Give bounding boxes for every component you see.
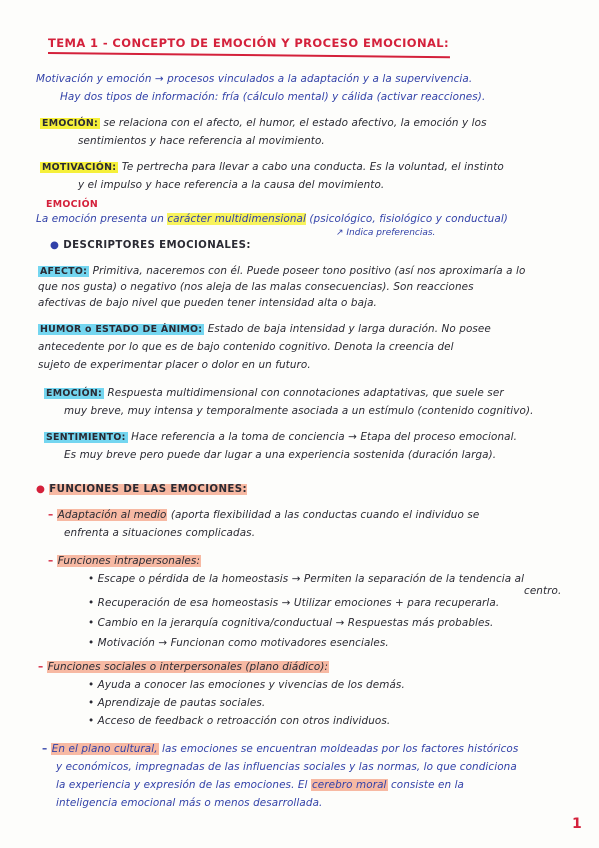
emocion-desc-line-2: muy breve, muy intensa y temporalmente asociada a un estímulo (contenido cognitivo). <box>64 405 534 417</box>
intrapersonales-item-2 <box>88 596 499 610</box>
adaptacion-text-1: (aporta flexibilidad a las conductas cuando el individuo se <box>167 509 480 521</box>
sociales-label: Funciones sociales o interpersonales (plano diádico): <box>47 661 329 673</box>
intrapersonales-heading <box>48 554 201 568</box>
sociales-heading <box>38 660 329 674</box>
afecto-label: AFECTO: <box>40 266 88 277</box>
sentimiento-label: SENTIMIENTO: <box>46 432 126 443</box>
sociales-item-2 <box>88 696 265 710</box>
emocion-text-1: se relaciona con el afecto, el humor, el estado afectivo, la emoción y los <box>103 117 487 129</box>
bullet-dot-icon: • <box>88 715 98 727</box>
preferences-note: ↗ Indica preferencias. <box>336 228 436 238</box>
cultural-line-4: inteligencia emocional más o menos desarrollada. <box>56 797 323 809</box>
motivacion-label: MOTIVACIÓN: <box>42 162 117 173</box>
cultural-text-3b: consiste en la <box>387 779 465 791</box>
emocion-desc-line-1 <box>44 386 504 401</box>
humor-label: HUMOR o ESTADO DE ÁNIMO: <box>40 324 203 335</box>
funciones-heading <box>36 484 247 495</box>
cerebro-moral-highlight: cerebro moral <box>311 779 387 791</box>
page-number: 1 <box>572 816 582 832</box>
adaptacion-label: Adaptación al medio <box>57 509 167 521</box>
humor-line-3: sujeto de experimentar placer o dolor en un futuro. <box>38 359 311 371</box>
sentimiento-text-1: Hace referencia a la toma de conciencia → Etapa del proceso emocional. <box>131 431 517 443</box>
cultural-text-3a: la experiencia y expresión de las emociones. El <box>56 779 311 791</box>
sentimiento-line-1 <box>44 430 517 445</box>
bullet-dot-icon: • <box>88 617 98 629</box>
intrapersonales-item-1 <box>88 572 524 586</box>
sociales-item-3 <box>88 714 390 728</box>
cultural-line-1 <box>42 742 518 756</box>
motivacion-line-1 <box>40 160 504 175</box>
bullet-dot-icon: • <box>88 597 98 609</box>
intrapersonales-item-4-text: Motivación → Funcionan como motivadores esenciales. <box>97 637 389 649</box>
intrapersonales-item-3 <box>88 616 493 630</box>
bullet-icon: ● <box>50 240 60 251</box>
humor-line-2: antecedente por lo que es de bajo contenido cognitivo. Denota la creencia del <box>38 341 454 353</box>
cultural-label: En el plano cultural, <box>51 743 158 755</box>
dash-icon: – <box>42 743 48 755</box>
cultural-line-3 <box>56 778 464 792</box>
emocion-label: EMOCIÓN: <box>42 118 99 129</box>
sentimiento-line-2: Es muy breve pero puede dar lugar a una experiencia sostenida (duración larga). <box>64 449 497 461</box>
sociales-item-3-text: Acceso de feedback o retroacción con otros individuos. <box>97 715 391 727</box>
adaptacion-line-1 <box>48 508 479 522</box>
sociales-item-1 <box>88 678 405 692</box>
emocion-multidimensional-line <box>36 212 508 226</box>
multidimensional-highlight: carácter multidimensional <box>167 213 306 225</box>
bullet-dot-icon: • <box>88 637 98 649</box>
descriptores-heading <box>50 240 251 251</box>
intrapersonales-item-3-text: Cambio en la jerarquía cognitiva/conductual → Respuestas más probables. <box>97 617 494 629</box>
emocion-section-label: EMOCIÓN <box>46 199 98 210</box>
afecto-line-3: afectivas de bajo nivel que pueden tener intensidad alta o baja. <box>38 297 377 309</box>
funciones-heading-text: FUNCIONES DE LAS EMOCIONES: <box>49 484 247 495</box>
bullet-dot-icon: • <box>88 679 98 691</box>
intrapersonales-label: Funciones intrapersonales: <box>57 555 201 567</box>
emocion-desc-label: EMOCIÓN: <box>46 388 103 399</box>
intro-line-1: Motivación y emoción → procesos vinculados a la adaptación y a la supervivencia. <box>36 73 473 85</box>
emocion2-text-a: La emoción presenta un <box>36 213 168 225</box>
intrapersonales-item-1-continuation: centro. <box>524 585 562 597</box>
dash-icon: – <box>48 555 54 567</box>
humor-text-1: Estado de baja intensidad y larga duración. No posee <box>207 323 491 335</box>
afecto-text-1: Primitiva, naceremos con él. Puede poseer tono positivo (así nos aproximaría a lo <box>92 265 526 277</box>
bullet-dot-icon: • <box>88 573 98 585</box>
bullet-icon: ● <box>36 484 46 495</box>
motivacion-line-2: y el impulso y hace referencia a la causa del movimiento. <box>78 179 385 191</box>
descriptores-heading-text: DESCRIPTORES EMOCIONALES: <box>63 240 251 251</box>
intrapersonales-item-1-text: Escape o pérdida de la homeostasis → Permiten la separación de la tendencia al <box>97 573 525 585</box>
motivacion-text-1: Te pertrecha para llevar a cabo una conducta. Es la voluntad, el instinto <box>121 161 504 173</box>
cultural-line-2: y económicos, impregnadas de las influencias sociales y las normas, lo que condiciona <box>56 761 517 773</box>
cultural-text-1: las emociones se encuentran moldeadas por los factores históricos <box>158 743 519 755</box>
emocion2-text-b: (psicológico, fisiológico y conductual) <box>305 213 508 225</box>
emocion-desc-text-1: Respuesta multidimensional con connotaciones adaptativas, que suele ser <box>107 387 504 399</box>
intrapersonales-item-4 <box>88 636 389 650</box>
afecto-line-2: que nos gusta) o negativo (nos aleja de las malas consecuencias). Son reacciones <box>38 281 474 293</box>
emocion-line-1 <box>40 116 487 131</box>
intro-line-2: Hay dos tipos de información: fría (cálculo mental) y cálida (activar reacciones). <box>60 91 486 103</box>
afecto-line-1 <box>38 264 525 279</box>
emocion-line-2: sentimientos y hace referencia al movimiento. <box>78 135 325 147</box>
sociales-item-1-text: Ayuda a conocer las emociones y vivencias de los demás. <box>97 679 405 691</box>
page-title: TEMA 1 - CONCEPTO DE EMOCIÓN Y PROCESO EMOCIONAL: <box>48 36 449 50</box>
title-underline <box>48 52 450 58</box>
humor-line-1 <box>38 322 491 337</box>
bullet-dot-icon: • <box>88 697 98 709</box>
dash-icon: – <box>38 661 44 673</box>
sociales-item-2-text: Aprendizaje de pautas sociales. <box>97 697 266 709</box>
intrapersonales-item-2-text: Recuperación de esa homeostasis → Utilizar emociones + para recuperarla. <box>97 597 500 609</box>
dash-icon: – <box>48 509 54 521</box>
adaptacion-line-2: enfrenta a situaciones complicadas. <box>64 527 256 539</box>
